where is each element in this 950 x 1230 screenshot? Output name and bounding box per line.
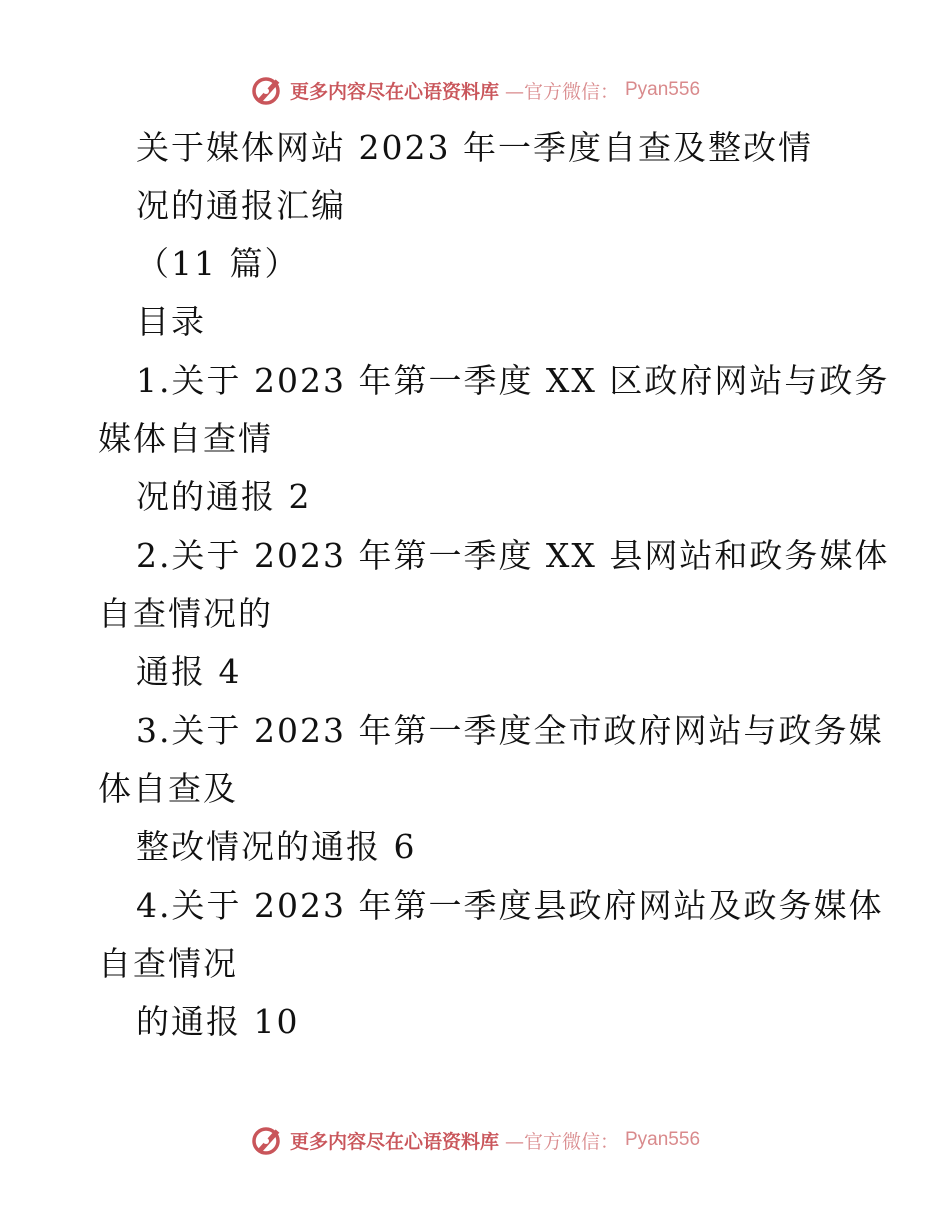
watermark-brand: 更多内容尽在心语资料库 (289, 80, 499, 103)
document-title-line-2: 况的通报汇编 (136, 186, 346, 225)
watermark-contact-label: —官方微信： (504, 1130, 619, 1153)
toc-item-3-line-3: 整改情况的通报 6 (136, 827, 417, 866)
toc-heading: 目录 (136, 302, 206, 341)
toc-item-1-line-1: 1.关于 2023 年第一季度 XX 区政府网站与政务 (136, 361, 890, 400)
watermark-contact-label: —官方微信： (504, 80, 619, 103)
pen-circle-logo-icon (250, 1123, 284, 1157)
toc-item-4-line-1: 4.关于 2023 年第一季度县政府网站及政务媒体 (136, 886, 884, 925)
toc-item-3-line-2: 体自查及 (98, 769, 238, 808)
watermark-wechat-id: Pyan556 (625, 1129, 701, 1150)
footer-watermark (0, 1122, 950, 1158)
document-title-line-1: 关于媒体网站 2023 年一季度自查及整改情 (136, 128, 813, 167)
toc-item-1-line-3: 况的通报 2 (136, 477, 312, 516)
watermark-wechat-id: Pyan556 (625, 79, 701, 100)
toc-item-4-line-2: 自查情况 (98, 944, 238, 983)
header-watermark (0, 72, 950, 108)
pen-circle-logo-icon (250, 73, 284, 107)
watermark-brand: 更多内容尽在心语资料库 (289, 1130, 499, 1153)
toc-item-2-line-3: 通报 4 (136, 652, 242, 691)
toc-item-3-line-1: 3.关于 2023 年第一季度全市政府网站与政务媒 (136, 711, 884, 750)
toc-item-1-line-2: 媒体自查情 (98, 419, 273, 458)
toc-item-2-line-2: 自查情况的 (98, 594, 273, 633)
toc-item-2-line-1: 2.关于 2023 年第一季度 XX 县网站和政务媒体 (136, 536, 890, 575)
toc-item-4-line-3: 的通报 10 (136, 1002, 300, 1041)
document-count: （11 篇） (136, 244, 300, 283)
